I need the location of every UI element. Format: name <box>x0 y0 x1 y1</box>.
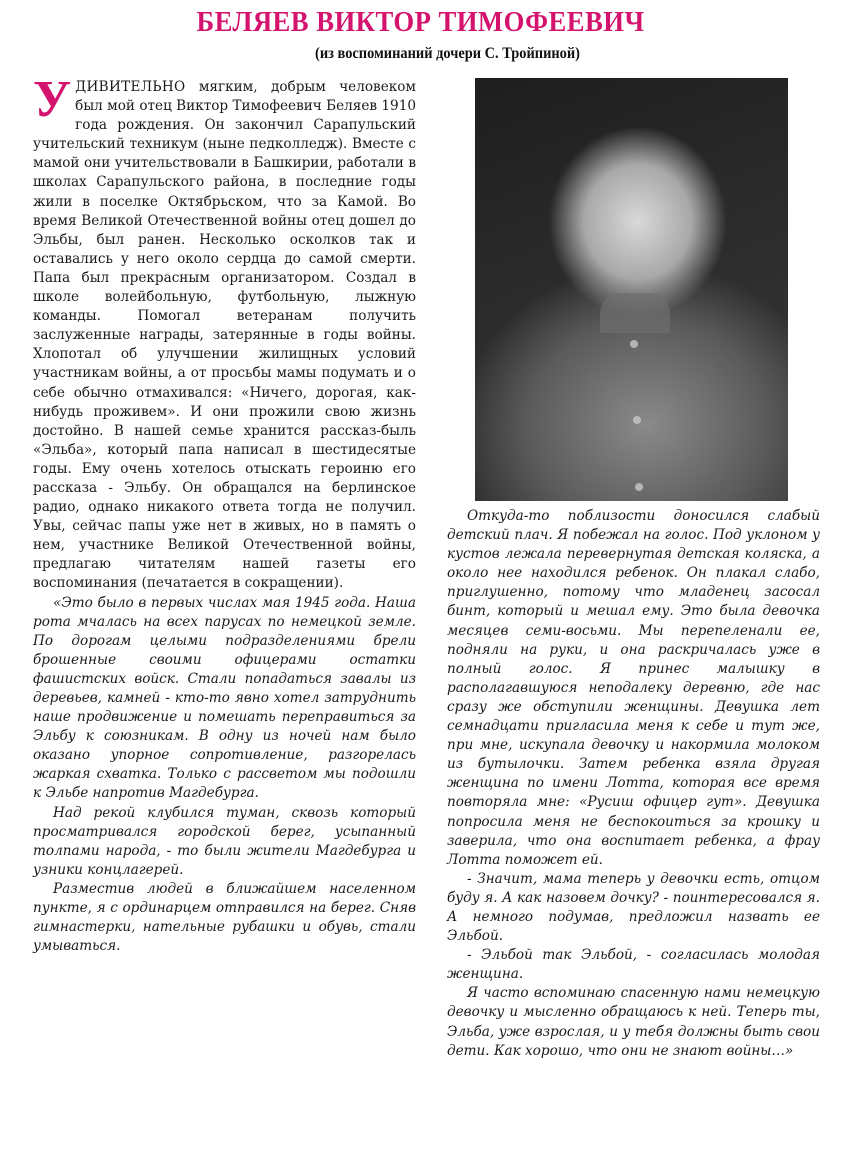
lead-caps: ДИВИТЕЛЬНО <box>75 79 186 95</box>
photo-button-shape <box>635 483 643 491</box>
portrait-photo <box>475 78 788 501</box>
photo-collar-shape <box>600 293 670 333</box>
story-paragraph: Откуда-то поблизости доносился слабый детский плач. Я побежал на голос. Под уклоном у кустов лежала перевернутая детская коляска, а около нее находился ребенок. Он плакал слабо, приглушенно, потому что младенец засосал бинт, который и мешал ему. Это была девочка месяцев семи-восьми. Мы перепеленали ее, подняли на руки, и она раскричалась уже в полный голос. Я принес малышку в располагавшуюся неподалеку деревню, где нас сразу же обступили женщины. Девушка лет семнадцати пригласила меня к себе и тут же, при мне, искупала девочку и накормила молоком из бутылочки. Затем ребенка взяла другая женщина по имени Лотта, которая все время повторяла мне: «Русиш офицер гут». Девушка попросила меня не беспокоиться за крошку и заверила, что она воспитает ребенка, а фрау Лотта поможет ей. <box>447 508 820 868</box>
story-paragraph: Над рекой клубился туман, сквозь который просматривался городской берег, усыпанный толпами народа, - то были жители Магдебурга и узники концлагерей. <box>33 804 416 878</box>
intro-text: мягким, добрым человеком был мой отец Виктор Тимофеевич Беляев 1910 года рождения. Он закончил Сарапульский учительский техникум (ныне педколледж). Вместе с мамой они учительствовали в Башкирии, работали в школах Сарапульского района, в последние годы жили в поселке Октябрьском, что за Камой. Во время Великой Отечественной войны отец дошел до Эльбы, был ранен. Несколько осколков так и оставались у него около сердца до самой смерти. Папа был прекрасным организатором. Создал в школе волейбольную, футбольную, лыжную команды. Помогал ветеранам получить заслуженные награды, затерянные в годы войны. Хлопотал об улучшении жилищных условий участникам войны, а от просьбы мамы подумать и о себе обычно отмахивался: «Ничего, дорогая, как-нибудь проживем». И они прожили свою жизнь достойно. В нашей семье хранится рассказ-быль «Эльба», который папа написал в шестидесятые годы. Ему очень хотелось отыскать героиню его рассказа - Эльбу. Он обращался на берлинское радио, однако никакого ответа тогда не получил. Увы, сейчас папы уже нет в живых, но в память о нем, участнике Великой Отечественной войны, предлагаю читателям нашей газеты его воспоминания (печатается в сокращении). <box>33 79 416 592</box>
drop-cap: У <box>33 71 72 128</box>
right-column <box>447 507 820 1061</box>
dialogue-paragraph: - Значит, мама теперь у девочки есть, отцом буду я. А как назовем дочку? - поинтересовался я. А немного подумав, предложил назвать ее Эльбой. <box>447 870 820 945</box>
left-column <box>33 71 416 956</box>
article-subtitle: (из воспоминаний дочери С. Тройпиной) <box>315 45 580 62</box>
closing-paragraph: Я часто вспоминаю спасенную нами немецкую девочку и мысленно обращаюсь к ней. Теперь ты, Эльба, уже взрослая, и у тебя должны быть свои дети. Как хорошо, что они не знают войны…» <box>447 985 820 1059</box>
story-paragraph: «Это было в первых числах мая 1945 года. Наша рота мчалась на всех парусах по немецкой земле. По дорогам целыми подразделениями брели брошенные своими офицерами остатки фашистских войск. Стали попадаться завалы из деревьев, камней - кто-то явно хотел затруднить наше продвижение и помешать переправиться за Эльбу к союзникам. В одну из ночей нам было оказано упорное сопротивление, разгорелась жаркая схватка. Только с рассветом мы подошли к Эльбе напротив Магдебурга. <box>33 594 416 802</box>
photo-button-shape <box>630 340 638 348</box>
intro-paragraph <box>33 71 416 594</box>
article-title: БЕЛЯЕВ ВИКТОР ТИМОФЕЕВИЧ <box>196 6 645 38</box>
dialogue-paragraph: - Эльбой так Эльбой, - согласилась молодая женщина. <box>447 947 820 983</box>
photo-button-shape <box>633 416 641 424</box>
story-paragraph: Разместив людей в ближайшем населенном пункте, я с ординарцем отправился на берег. Сняв гимнастерки, нательные рубашки и обувь, стали умываться. <box>33 880 416 955</box>
